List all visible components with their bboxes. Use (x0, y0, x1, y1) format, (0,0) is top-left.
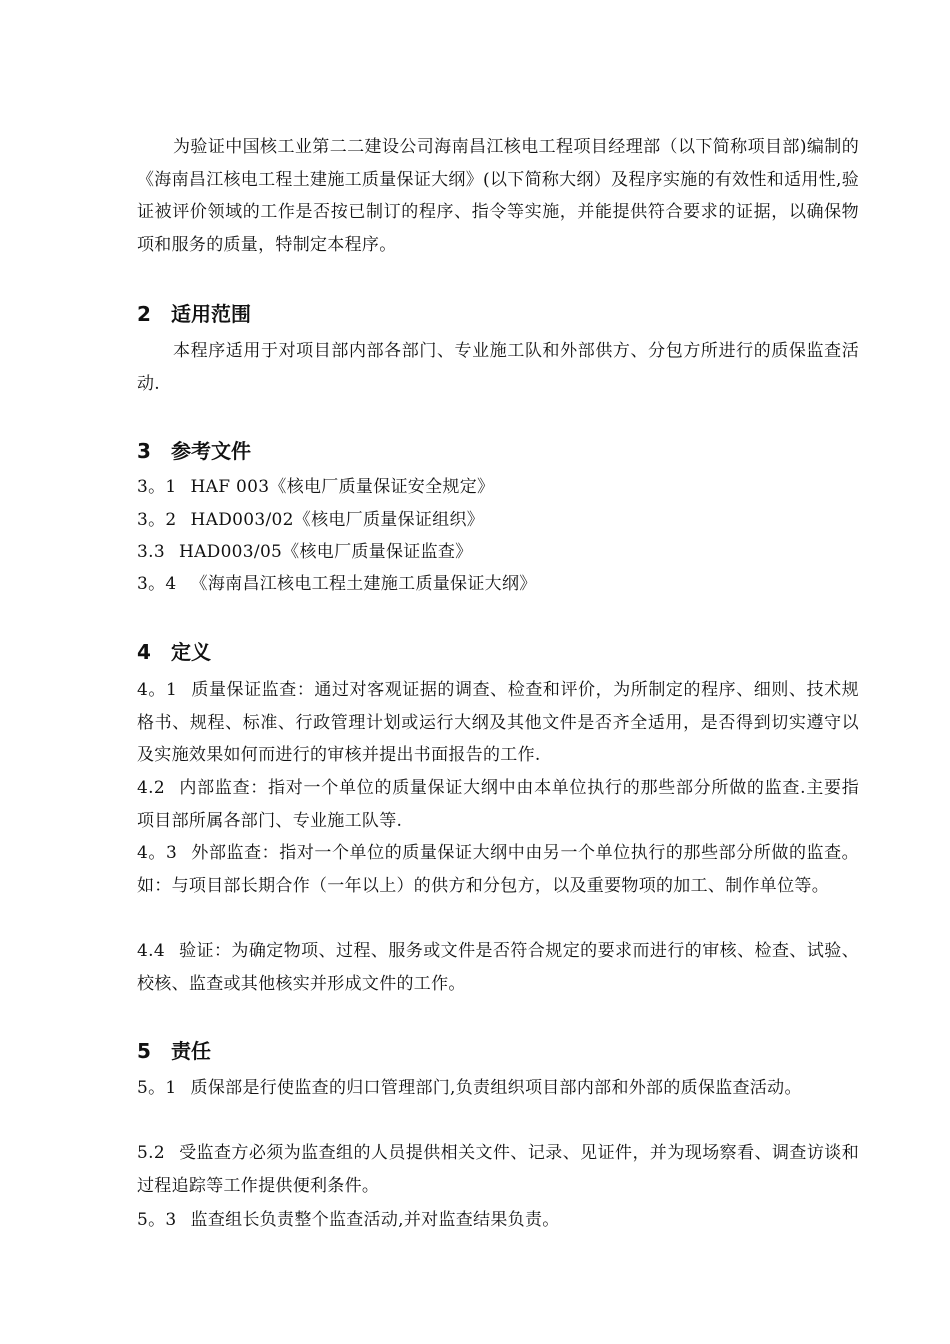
section-4-title: 定义 (171, 640, 211, 664)
item-number: 4。1 (137, 680, 178, 700)
item-number: 4.2 (137, 778, 165, 798)
definition-item (137, 772, 859, 837)
item-text: 质保部是行使监查的归口管理部门,负责组织项目部内部和外部的质保监查活动。 (190, 1078, 802, 1098)
section-3-title: 参考文件 (171, 439, 251, 463)
item-text: HAD003/02《核电厂质量保证组织》 (190, 510, 485, 530)
item-text: 监查组长负责整个监查活动,并对监查结果负责。 (190, 1210, 560, 1230)
section-2-title: 适用范围 (171, 302, 251, 326)
item-text: HAD003/05《核电厂质量保证监查》 (178, 542, 473, 562)
item-number: 3.3 (137, 542, 165, 562)
item-text: 内部监查：指对一个单位的质量保证大纲中由本单位执行的那些部分所做的监查.主要指项目部所属各部门、专业施工队等. (137, 778, 859, 831)
item-text: 《海南昌江核电工程土建施工质量保证大纲》 (190, 574, 537, 594)
responsibility-item (137, 1204, 859, 1237)
item-number: 3。4 (137, 574, 177, 594)
reference-item (137, 471, 859, 504)
section-5-number: 5 (137, 1039, 151, 1063)
section-5-title: 责任 (171, 1039, 211, 1063)
item-text: HAF 003《核电厂质量保证安全规定》 (190, 477, 495, 497)
item-text: 外部监查：指对一个单位的质量保证大纲中由另一个单位执行的那些部分所做的监查。如：与项目部长期合作（一年以上）的供方和分包方，以及重要物项的加工、制作单位等。 (137, 843, 859, 896)
definition-item (137, 674, 859, 772)
section-5-heading (137, 1036, 211, 1066)
reference-item (137, 536, 859, 569)
definition-item (137, 935, 859, 1000)
reference-item (137, 504, 859, 537)
section-2-heading (137, 299, 251, 329)
item-number: 5。1 (137, 1078, 177, 1098)
item-number: 5.2 (137, 1143, 165, 1163)
item-number: 3。2 (137, 510, 177, 530)
intro-paragraph: 为验证中国核工业第二二建设公司海南昌江核电工程项目经理部（以下简称项目部)编制的《海南昌江核电工程土建施工质量保证大纲》(以下简称大纲）及程序实施的有效性和适用性,验证被评价领域的工作是否按已制订的程序、指令等实施，并能提供符合要求的证据，以确保物项和服务的质量，特制定本程序。 (137, 137, 859, 255)
item-number: 5。3 (137, 1210, 177, 1230)
item-number: 3。1 (137, 477, 177, 497)
section-2-text: 本程序适用于对项目部内部各部门、专业施工队和外部供方、分包方所进行的质保监查活动. (137, 341, 859, 394)
section-3-number: 3 (137, 439, 151, 463)
item-number: 4。3 (137, 843, 178, 863)
responsibility-item (137, 1137, 859, 1202)
section-2-number: 2 (137, 302, 151, 326)
section-4-number: 4 (137, 640, 151, 664)
definition-item (137, 837, 859, 902)
item-text: 验证：为确定物项、过程、服务或文件是否符合规定的要求而进行的审核、检查、试验、校核、监查或其他核实并形成文件的工作。 (137, 941, 859, 994)
section-3-heading (137, 436, 251, 466)
reference-item (137, 568, 859, 601)
item-number: 4.4 (137, 941, 165, 961)
item-text: 受监查方必须为监查组的人员提供相关文件、记录、见证件，并为现场察看、调查访谈和过程追踪等工作提供便利条件。 (137, 1143, 859, 1196)
section-4-heading (137, 637, 211, 667)
item-text: 质量保证监查：通过对客观证据的调查、检查和评价，为所制定的程序、细则、技术规格书、规程、标准、行政管理计划或运行大纲及其他文件是否齐全适用，是否得到切实遵守以及实施效果如何而进行的审核并提出书面报告的工作. (137, 680, 859, 765)
responsibility-item (137, 1072, 859, 1105)
